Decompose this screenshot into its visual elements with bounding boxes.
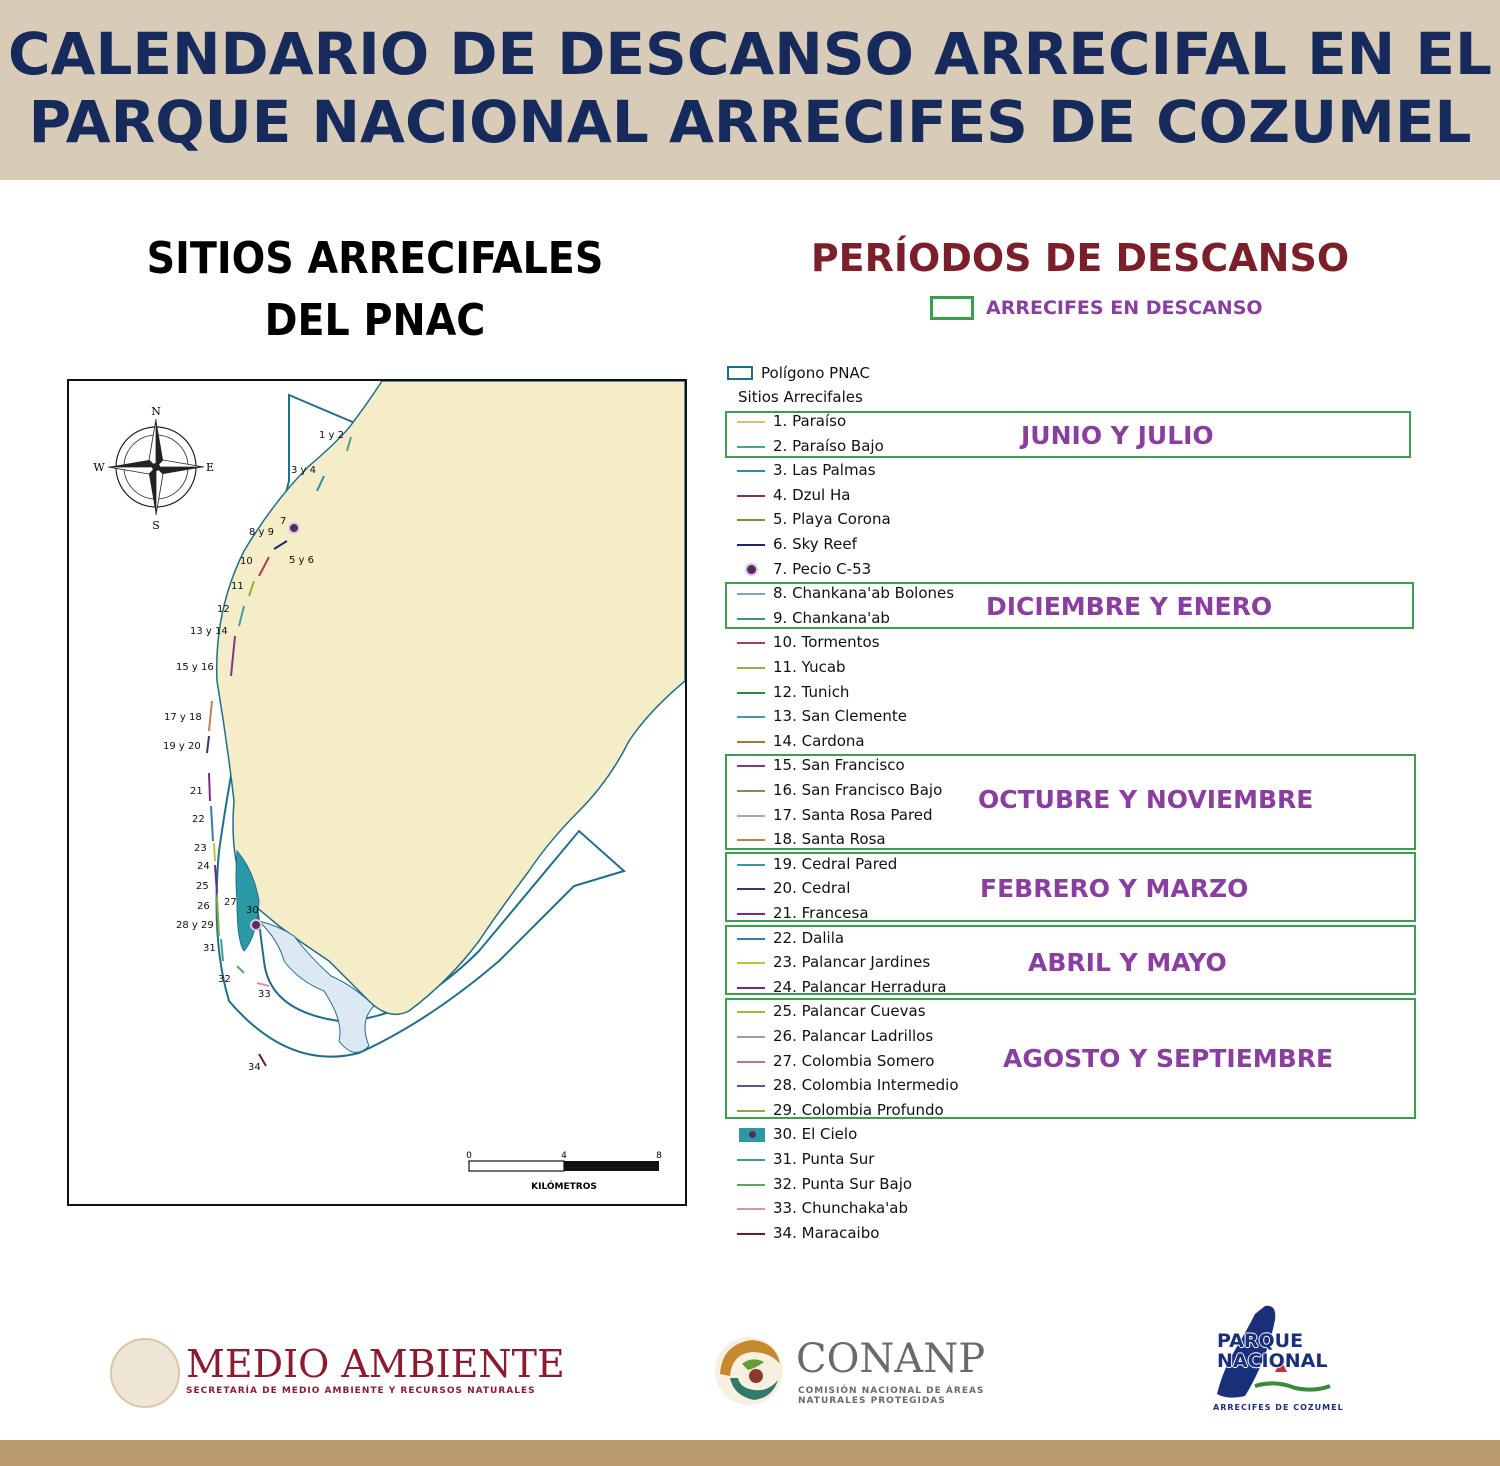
parque-nacional-logo	[1205, 1300, 1345, 1418]
compass-s: S	[152, 519, 160, 532]
line-swatch	[737, 716, 765, 718]
site-label: 10	[240, 556, 253, 567]
period-label: FEBRERO Y MARZO	[980, 874, 1249, 903]
marker-swatch	[747, 565, 756, 574]
legend-site-label: 14. Cardona	[773, 731, 865, 750]
legend-site-label: 31. Punta Sur	[773, 1150, 875, 1168]
site-label: 33	[258, 989, 271, 1000]
line-swatch	[737, 1159, 765, 1161]
line-swatch	[737, 470, 765, 472]
period-label: ABRIL Y MAYO	[1028, 948, 1227, 977]
compass-w: W	[93, 461, 105, 474]
scale-tick-8: 8	[656, 1151, 662, 1161]
mexico-seal-icon	[110, 1338, 180, 1408]
legend-site-label: 6. Sky Reef	[773, 535, 857, 553]
legend-site-label: 21. Francesa	[773, 904, 869, 922]
scale-bar	[466, 1151, 662, 1192]
rest-legend-swatch	[930, 296, 974, 320]
legend-polygon-label: Polígono PNAC	[761, 364, 870, 382]
conanp-emblem-icon	[712, 1334, 786, 1408]
legend-site-label: 32. Punta Sur Bajo	[773, 1174, 913, 1193]
page-title-line-1: CALENDARIO DE DESCANSO ARRECIFAL EN EL	[7, 20, 1492, 88]
legend-site-label: 33. Chunchaka'ab	[773, 1199, 909, 1218]
periods-title: PERÍODOS DE DESCANSO	[810, 236, 1350, 280]
site-label: 3 y 4	[291, 465, 316, 476]
map-title-line-2: DEL PNAC	[264, 295, 486, 346]
line-swatch	[737, 667, 765, 669]
site-label: 34	[248, 1062, 261, 1073]
legend-sites-heading-label: Sitios Arrecifales	[738, 388, 863, 406]
site-label: 8 y 9	[249, 527, 274, 538]
period-label: OCTUBRE Y NOVIEMBRE	[978, 785, 1314, 814]
map-title-line-1: SITIOS ARRECIFALES	[146, 233, 604, 284]
site-label: 21	[190, 786, 203, 797]
conanp-name: CONANP	[796, 1336, 986, 1382]
line-swatch	[737, 741, 765, 743]
site-label: 12	[217, 604, 230, 615]
legend-site-label: 26. Palancar Ladrillos	[773, 1027, 934, 1045]
reef-map	[67, 379, 687, 1206]
site-label: 28 y 29	[176, 920, 214, 931]
legend-site-label: 2. Paraíso Bajo	[773, 436, 884, 455]
site-label: 26	[197, 901, 210, 912]
period-label: DICIEMBRE Y ENERO	[986, 592, 1273, 621]
conanp-logo	[712, 1334, 986, 1412]
legend-site-label: 11. Yucab	[773, 658, 846, 676]
line-swatch	[737, 1184, 765, 1186]
legend-site-label: 16. San Francisco Bajo	[773, 781, 943, 799]
legend-site-label: 13. San Clemente	[773, 707, 907, 726]
site-label: 7	[280, 516, 287, 527]
site-label: 23	[194, 843, 207, 854]
line-swatch	[737, 642, 765, 644]
legend-site-label: 10. Tormentos	[773, 633, 880, 652]
legend-site-label: 23. Palancar Jardines	[773, 953, 931, 972]
map-section-title	[120, 228, 630, 352]
site-label: 25	[196, 881, 209, 892]
legend-site-label: 18. Santa Rosa	[773, 830, 886, 849]
compass-rose-icon	[93, 405, 214, 532]
compass-n: N	[151, 405, 161, 418]
medio-ambiente-name: MEDIO AMBIENTE	[186, 1342, 565, 1386]
site-label: 11	[231, 581, 244, 592]
scale-tick-0: 0	[466, 1151, 472, 1161]
period-label: AGOSTO Y SEPTIEMBRE	[1003, 1044, 1334, 1073]
line-swatch	[737, 1208, 765, 1210]
map-canvas	[69, 381, 685, 1204]
legend-site-label: 15. San Francisco	[773, 756, 905, 775]
legend-site-label: 3. Las Palmas	[773, 461, 876, 480]
site-label: 31	[203, 943, 216, 954]
area-swatch	[739, 1128, 765, 1142]
footer-bar	[0, 1440, 1500, 1466]
legend-site-label: 9. Chankana'ab	[773, 608, 890, 627]
site-label: 32	[218, 974, 231, 985]
conanp-subtitle: COMISIÓN NACIONAL DE ÁREAS NATURALES PROTEGIDAS	[798, 1386, 985, 1406]
site-label: 22	[192, 814, 205, 825]
legend-site-label: 12. Tunich	[773, 682, 850, 701]
legend-site-label: 1. Paraíso	[773, 412, 847, 430]
site-label: 17 y 18	[164, 712, 202, 723]
line-swatch	[737, 692, 765, 694]
page-title-line-2: PARQUE NACIONAL ARRECIFES DE COZUMEL	[28, 88, 1472, 156]
site-label: 13 y 14	[190, 626, 228, 637]
polygon-swatch	[727, 366, 753, 380]
period-label: JUNIO Y JULIO	[1021, 421, 1214, 450]
line-swatch	[737, 1233, 765, 1235]
legend-site-label: 28. Colombia Intermedio	[773, 1076, 959, 1095]
legend-site-label: 7. Pecio C-53	[773, 559, 872, 578]
header-banner	[0, 0, 1500, 180]
legend-site-label: 5. Playa Corona	[773, 510, 891, 529]
legend-site-label: 19. Cedral Pared	[773, 854, 898, 873]
legend-site-label: 34. Maracaibo	[773, 1223, 880, 1242]
site-label: 27	[224, 897, 237, 908]
parque-logo-line2: NACIONAL	[1217, 1350, 1328, 1372]
legend-site-label: 17. Santa Rosa Pared	[773, 805, 933, 824]
legend-site-label: 22. Dalila	[773, 928, 845, 947]
site-label: 30	[246, 905, 259, 916]
site-label: 24	[197, 861, 210, 872]
line-swatch	[737, 544, 765, 546]
line-swatch	[737, 495, 765, 497]
legend-site-label: 25. Palancar Cuevas	[773, 1002, 926, 1021]
line-swatch	[737, 519, 765, 521]
site-label: 1 y 2	[319, 430, 344, 441]
island-land	[217, 381, 685, 1014]
legend-site-label: 24. Palancar Herradura	[773, 977, 947, 996]
medio-ambiente-subtitle: SECRETARÍA DE MEDIO AMBIENTE Y RECURSOS NATURALES	[186, 1386, 536, 1396]
rest-legend-label: ARRECIFES EN DESCANSO	[986, 297, 1263, 319]
legend-site-label: 8. Chankana'ab Bolones	[773, 584, 955, 603]
site-label: 5 y 6	[289, 555, 314, 566]
site-label: 15 y 16	[176, 662, 214, 673]
legend-site-label: 29. Colombia Profundo	[773, 1100, 944, 1119]
legend-site-label: 30. El Cielo	[773, 1125, 858, 1144]
el-cielo-marker	[251, 920, 261, 930]
legend-site-label: 4. Dzul Ha	[773, 485, 851, 504]
legend-site-label: 27. Colombia Somero	[773, 1051, 935, 1070]
scale-tick-4: 4	[561, 1151, 567, 1161]
parque-logo-subtitle: ARRECIFES DE COZUMEL	[1213, 1403, 1344, 1412]
legend-site-label: 20. Cedral	[773, 879, 851, 898]
pecio-c53-marker	[289, 523, 299, 533]
parque-logo-line1: PARQUE	[1217, 1330, 1304, 1352]
site-label: 19 y 20	[163, 741, 201, 752]
compass-e: E	[205, 461, 215, 474]
scale-unit: KILÓMETROS	[531, 1182, 597, 1192]
